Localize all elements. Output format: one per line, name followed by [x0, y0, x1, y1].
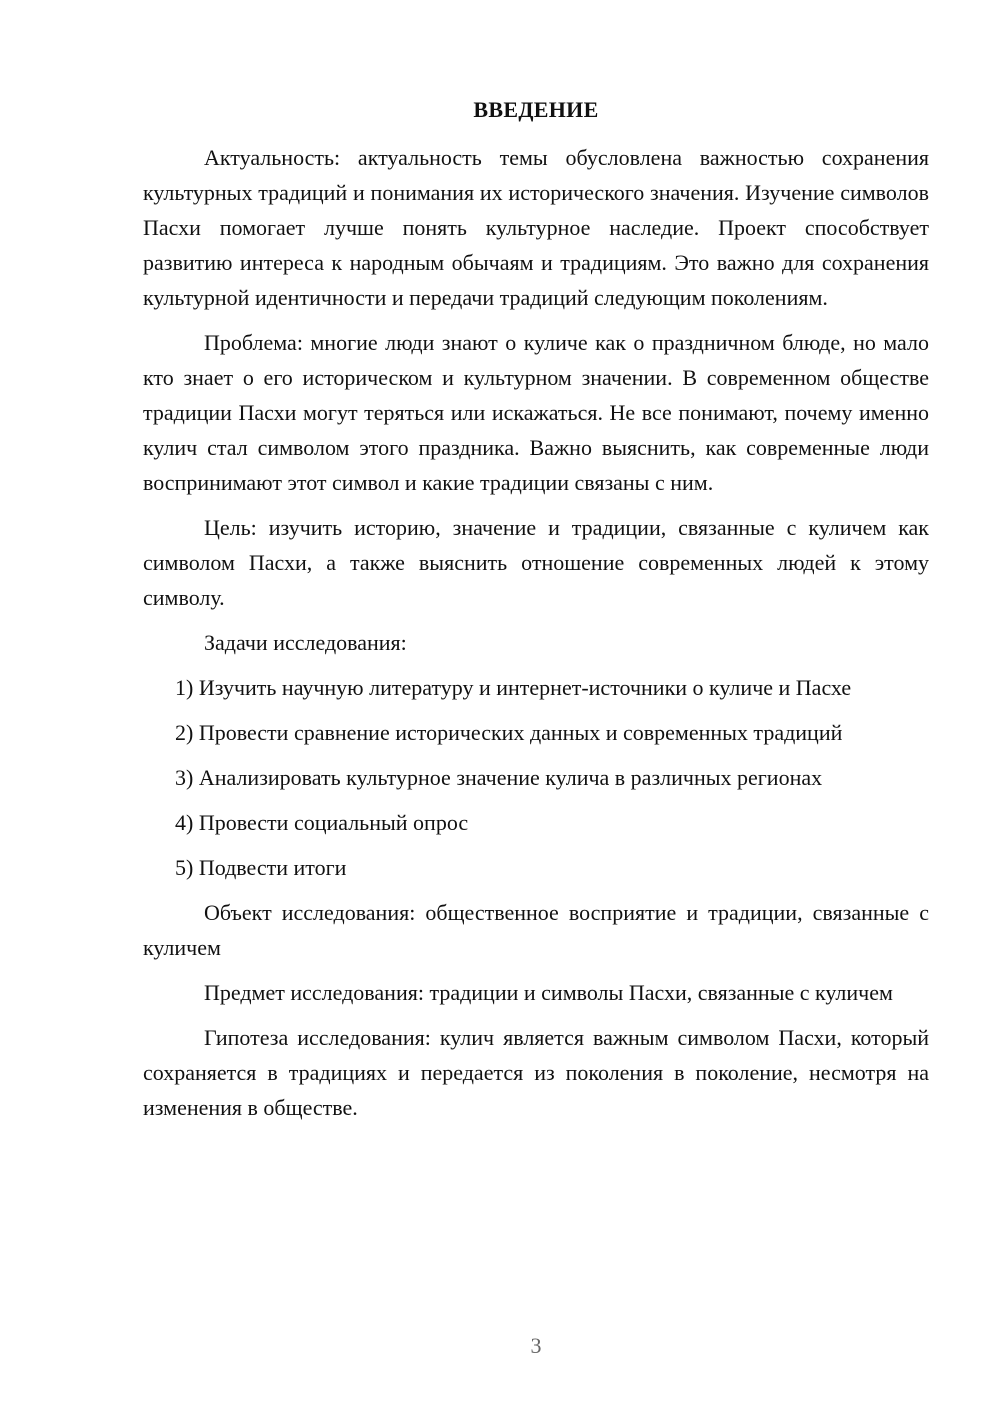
tasks-heading: Задачи исследования: [204, 630, 407, 655]
task-item: 2) Провести сравнение исторических данных и современных традиций [175, 720, 843, 745]
relevance-paragraph: Актуальность: актуальность темы обусловлена важностью сохранения культурных традиций и понимания их исторического значения. Изучение символов Пасхи помогает лучше понять культурное наследие. Проект способствует развитию интереса к народным обычаям и традициям. Это важно для сохранения культурной идентичности и передачи традиций следующим поколениям. [143, 145, 929, 310]
page-title: ВВЕДЕНИЕ [473, 97, 599, 122]
goal-paragraph: Цель: изучить историю, значение и традиции, связанные с куличем как символом Пасхи, а также выяснить отношение современных людей к этому символу. [143, 515, 929, 610]
subject-paragraph: Предмет исследования: традиции и символы Пасхи, связанные с куличем [204, 980, 893, 1005]
task-item: 4) Провести социальный опрос [175, 810, 469, 835]
hypothesis-paragraph: Гипотеза исследования: кулич является важным символом Пасхи, который сохраняется в традициях и передается из поколения в поколение, несмотря на изменения в обществе. [143, 1025, 929, 1120]
object-paragraph: Объект исследования: общественное восприятие и традиции, связанные с куличем [143, 900, 929, 960]
page-content [143, 96, 929, 1135]
problem-paragraph: Проблема: многие люди знают о куличе как о праздничном блюде, но мало кто знает о его историческом и культурном значении. В современном обществе традиции Пасхи могут теряться или искажаться. Не все понимают, почему именно кулич стал символом этого праздника. Важно выяснить, как современные люди воспринимают этот символ и какие традиции связаны с ним. [143, 330, 929, 495]
task-item: 5) Подвести итоги [175, 855, 347, 880]
task-item: 1) Изучить научную литературу и интернет-источники о куличе и Пасхе [175, 675, 852, 700]
page-number: 3 [530, 1333, 542, 1358]
task-item: 3) Анализировать культурное значение кулича в различных регионах [175, 765, 823, 790]
